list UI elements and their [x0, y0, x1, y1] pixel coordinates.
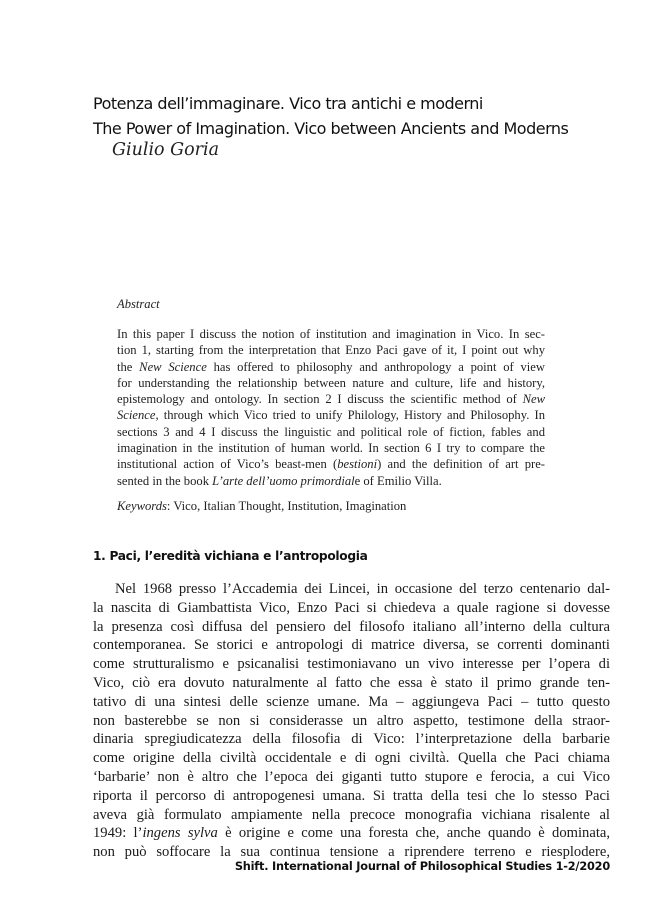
body-line: contemporanea. Se storici e antropologi di matrice diversa, se correnti dominanti: [93, 637, 610, 654]
section-heading: 1. Paci, l’eredità vichiana e l’antropologia: [93, 549, 368, 563]
body-line: riporta il percorso di antropogenesi umana. Si tratta della tesi che lo stesso Paci: [93, 787, 610, 804]
journal-footer: Shift. International Journal of Philosophical Studies 1-2/2020: [234, 860, 610, 873]
abstract-heading: Abstract: [117, 297, 160, 311]
abstract-line: sented in the book L’arte dell’uomo primordiale of Emilio Villa.: [117, 473, 442, 488]
body-line: Nel 1968 presso l’Accademia dei Lincei, in occasione del terzo centenario dal-: [115, 581, 610, 597]
body-paragraph: [93, 580, 610, 862]
body-line: ‘barbarie’ non è altro che l’epoca dei giganti tutto stupore e ferocia, a cui Vico: [93, 768, 610, 785]
abstract-line: epistemology and ontology. In section 2 I discuss the scientific method of New: [117, 392, 545, 407]
abstract-line: the New Science has offered to philosophy and anthropology a point of view: [117, 359, 545, 374]
body-line: aveva già formulato ampiamente nella precoce monografia vichiana risalente al: [93, 806, 610, 823]
body-line: dinaria spregiudicatezza della filosofia di Vico: l’interpretazione della barbarie: [93, 731, 610, 748]
title-italian: Potenza dell’immaginare. Vico tra antichi e moderni: [93, 94, 483, 113]
body-line: come origine della civiltà occidentale e di ogni civiltà. Quella che Paci chiama: [93, 750, 610, 767]
body-line: la presenza così diffusa del pensiero del filosofo italiano all’interno della cultura: [93, 618, 610, 635]
abstract-body: [117, 326, 545, 489]
abstract-line: imagination in the institution of human world. In section 6 I try to compare the: [117, 441, 545, 456]
title-english: The Power of Imagination. Vico between Ancients and Moderns: [93, 119, 569, 138]
body-line: non basterebbe se non si considerasse un altro aspetto, testimone della straor-: [93, 712, 610, 729]
keywords: [117, 498, 545, 514]
abstract-line: sections 3 and 4 I discuss the linguistic and political role of fiction, fables and: [117, 424, 545, 439]
abstract-line: Science, through which Vico tried to unify Philology, History and Philosophy. In: [117, 408, 545, 423]
abstract-line: tion 1, starting from the interpretation that Enzo Paci gave of it, I point out why: [117, 343, 545, 358]
author-name: Giulio Goria: [112, 140, 220, 160]
keywords-label: Keywords: [117, 499, 167, 513]
body-line: la nascita di Giambattista Vico, Enzo Paci si chiedeva a quale ragione si dovesse: [93, 599, 610, 616]
body-line: non può soffocare la sua continua tensione a riprendere terreno e riesplodere,: [93, 844, 610, 861]
abstract-line: In this paper I discuss the notion of institution and imagination in Vico. In sec-: [117, 327, 545, 341]
body-line: tativo di una sintesi delle scienze umane. Ma – aggiungeva Paci – tutto questo: [93, 693, 610, 710]
body-line: come strutturalismo e psicanalisi testimoniavano un vivo interesse per l’opera di: [93, 656, 610, 673]
body-line: Vico, ciò era dovuto naturalmente al fatto che essa è stato il primo grande ten-: [93, 674, 610, 691]
keywords-list: : Vico, Italian Thought, Institution, Imagination: [166, 499, 407, 513]
abstract-line: institutional action of Vico’s beast-men (bestioni) and the definition of art pre-: [117, 457, 545, 472]
body-line: 1949: l’ingens sylva è origine e come una foresta che, anche quando è dominata,: [93, 825, 611, 842]
abstract-line: for understanding the relationship between nature and culture, life and history,: [117, 375, 545, 390]
